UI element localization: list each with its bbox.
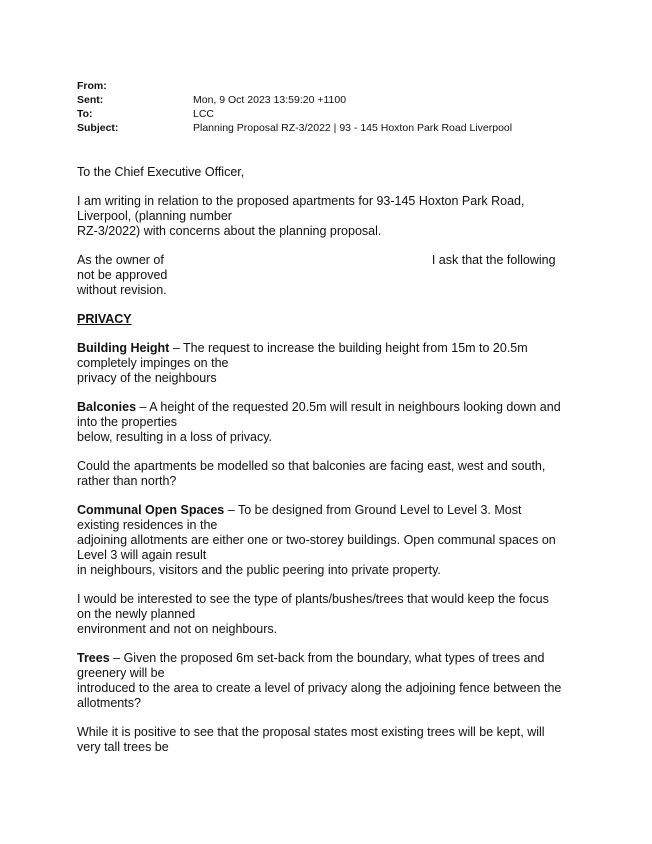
communal-line: Level 3 will again result xyxy=(77,548,207,562)
communal-label: Communal Open Spaces xyxy=(77,503,225,517)
plants-line: I would be interested to see the type of plants/bushes/trees that would keep the focus xyxy=(77,592,549,606)
modelled-line: Could the apartments be modelled so that balconies are facing east, west and south, xyxy=(77,459,546,473)
existing-trees-line: While it is positive to see that the proposal states most existing trees will be kept, will xyxy=(77,725,545,739)
balconies-line: below, resulting in a loss of privacy. xyxy=(77,430,273,444)
paragraph-trees xyxy=(77,651,587,711)
plants-line: on the newly planned xyxy=(77,607,196,621)
trees-line xyxy=(77,651,587,666)
paragraph-plants xyxy=(77,592,587,637)
communal-line: existing residences in the xyxy=(77,518,218,532)
email-body xyxy=(77,165,587,769)
paragraph-balconies xyxy=(77,400,587,445)
trees-label: Trees xyxy=(77,651,110,665)
section-heading-privacy: PRIVACY xyxy=(77,312,132,326)
trees-line: introduced to the area to create a level of privacy along the adjoining fence between the xyxy=(77,681,562,695)
owner-line xyxy=(77,253,587,268)
greeting-text: To the Chief Executive Officer, xyxy=(77,165,245,179)
paragraph-building-height xyxy=(77,341,587,386)
communal-line: adjoining allotments are either one or two-storey buildings. Open communal spaces on xyxy=(77,533,556,547)
trees-text: – Given the proposed 6m set-back from the boundary, what types of trees and xyxy=(109,651,545,665)
building-height-text: – The request to increase the building height from 15m to 20.5m xyxy=(169,341,528,355)
owner-line: without revision. xyxy=(77,283,167,297)
sent-label: Sent: xyxy=(77,94,104,106)
balconies-line: into the properties xyxy=(77,415,178,429)
intro-line: RZ-3/2022) with concerns about the planning proposal. xyxy=(77,224,382,238)
owner-end-text: I ask that the following xyxy=(431,253,556,267)
paragraph-intro xyxy=(77,194,587,239)
paragraph-modelled xyxy=(77,459,587,489)
communal-line: in neighbours, visitors and the public peering into private property. xyxy=(77,563,441,577)
communal-line xyxy=(77,503,587,518)
building-height-label: Building Height xyxy=(77,341,170,355)
greeting xyxy=(77,165,587,180)
building-height-line xyxy=(77,341,587,356)
intro-line: I am writing in relation to the proposed apartments for 93-145 Hoxton Park Road, xyxy=(77,194,525,208)
trees-line: allotments? xyxy=(77,696,141,710)
balconies-line xyxy=(77,400,587,415)
to-value: LCC xyxy=(193,108,215,120)
subject-value: Planning Proposal RZ-3/2022 | 93 - 145 Hoxton Park Road Liverpool xyxy=(193,122,513,134)
subject-label: Subject: xyxy=(77,122,119,134)
modelled-line: rather than north? xyxy=(77,474,177,488)
owner-start-text: As the owner of xyxy=(77,253,164,267)
intro-line: Liverpool, (planning number xyxy=(77,209,232,223)
paragraph-owner xyxy=(77,253,587,298)
owner-line: not be approved xyxy=(77,268,168,282)
sent-value: Mon, 9 Oct 2023 13:59:20 +1100 xyxy=(193,94,347,106)
plants-line: environment and not on neighbours. xyxy=(77,622,278,636)
paragraph-communal-open-spaces xyxy=(77,503,587,578)
balconies-text: – A height of the requested 20.5m will result in neighbours looking down and xyxy=(136,400,561,414)
trees-line: greenery will be xyxy=(77,666,165,680)
building-height-line: privacy of the neighbours xyxy=(77,371,217,385)
from-label: From: xyxy=(77,80,107,92)
paragraph-existing-trees xyxy=(77,725,587,755)
balconies-label: Balconies xyxy=(77,400,137,414)
to-label: To: xyxy=(77,108,93,120)
existing-trees-line: very tall trees be xyxy=(77,740,169,754)
communal-text: – To be designed from Ground Level to Level 3. Most xyxy=(224,503,522,517)
building-height-line: completely impinges on the xyxy=(77,356,229,370)
